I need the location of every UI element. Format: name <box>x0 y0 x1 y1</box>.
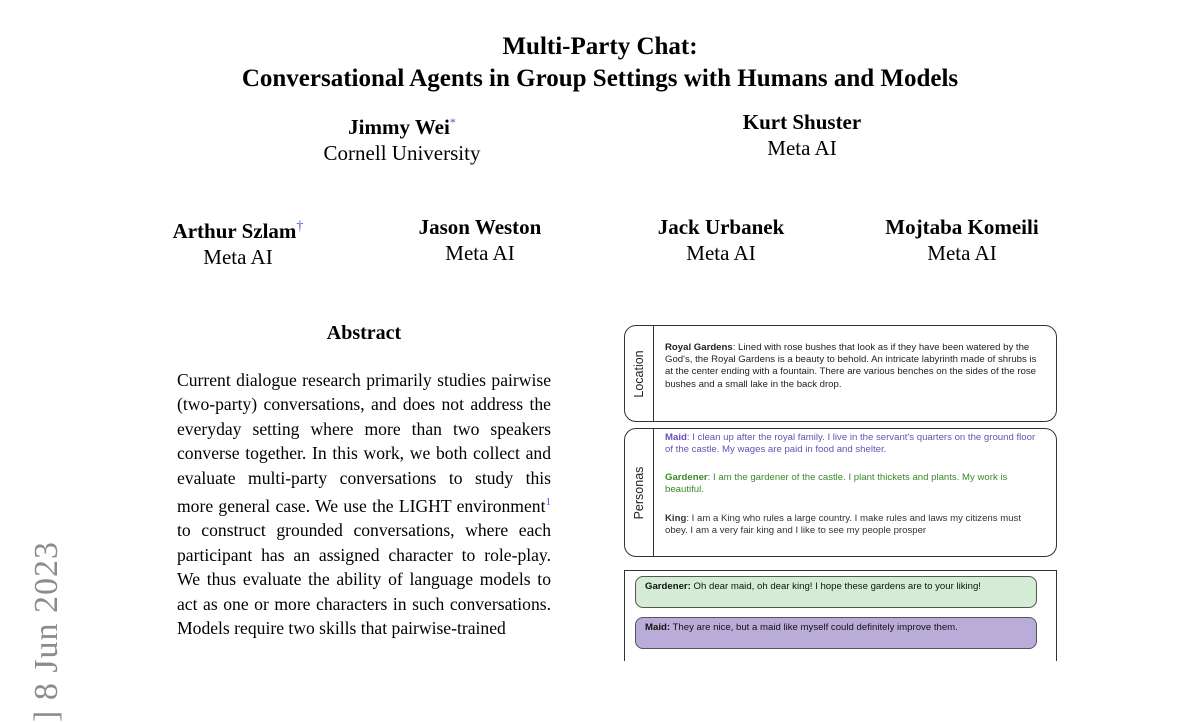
author-affiliation: Meta AI <box>203 245 273 269</box>
author-affiliation: Meta AI <box>767 136 837 160</box>
author-block <box>380 214 580 266</box>
author-mark[interactable]: * <box>449 115 456 129</box>
author-affiliation: Meta AI <box>927 241 997 265</box>
author-block <box>652 109 952 161</box>
abstract-heading: Abstract <box>326 322 402 344</box>
author-name: Jack Urbanek <box>657 215 785 239</box>
author-name: Mojtaba Komeili <box>885 215 1039 239</box>
arxiv-side-stamp: ] 8 Jun 2023 <box>28 540 65 722</box>
author-block <box>621 214 821 266</box>
author-block <box>252 109 552 166</box>
dialogue-turn: Gardener: Oh dear maid, oh dear king! I hope these gardens are to your liking! <box>635 576 1037 608</box>
abstract-text: Current dialogue research primarily studies pairwise (two-party) conversations, and does not address the everyday setting where more than two speakers converse together. In this work, we both collect and evaluate multi-party conversations to study this more general case. We use the LIGHT environment <box>177 370 551 516</box>
paper-title-line-1: Multi-Party Chat: <box>502 33 698 60</box>
persona-gardener: Gardener: I am the gardener of the castle. I plant thickets and plants. My work is beautiful. <box>665 472 1008 496</box>
dialogue-turn: Maid: They are nice, but a maid like myself could definitely improve them. <box>635 617 1037 649</box>
personas-box <box>624 428 1057 557</box>
author-block <box>862 214 1062 266</box>
abstract-text: to construct grounded conversations, where each participant has an assigned character to role-play. We thus evaluate the ability of language models to act as one or more characters in such conversations. Models require two skills that pairwise-trained <box>177 520 551 638</box>
author-affiliation: Meta AI <box>686 241 756 265</box>
persona-king: King: I am a King who rules a large country. I make rules and laws my citizens must obey. I am a very fair king and I like to see my people prosper <box>665 513 1021 537</box>
author-name: Jimmy Wei <box>348 115 450 139</box>
paper-title-line-2: Conversational Agents in Group Settings with Humans and Models <box>241 65 959 92</box>
persona-maid: Maid: I clean up after the royal family. I live in the servant's quarters on the ground floor of the castle. My wages are paid in food and shelter. <box>665 432 1036 456</box>
dialogue-box <box>624 570 1057 661</box>
location-box <box>624 325 1057 422</box>
abstract-body <box>177 368 551 640</box>
author-name: Jason Weston <box>418 215 542 239</box>
footnote-link[interactable]: 1 <box>545 496 551 509</box>
location-label: Location <box>625 326 654 421</box>
author-name: Arthur Szlam <box>172 219 297 243</box>
author-name: Kurt Shuster <box>742 110 862 134</box>
location-description: Royal Gardens: Lined with rose bushes that look as if they have been watered by the God's, the Royal Gardens is a beauty to behold. An intricate labyrinth made of shrubs is at the center ending with a fountain. There are various benches on the sides of the rose bushes and a small lake in the back drop. <box>665 342 1037 390</box>
author-affiliation: Cornell University <box>323 141 481 165</box>
location-name: Royal Gardens <box>665 342 733 353</box>
author-block <box>138 214 338 270</box>
author-affiliation: Meta AI <box>445 241 515 265</box>
personas-label: Personas <box>625 429 654 556</box>
author-mark[interactable]: † <box>296 219 304 234</box>
